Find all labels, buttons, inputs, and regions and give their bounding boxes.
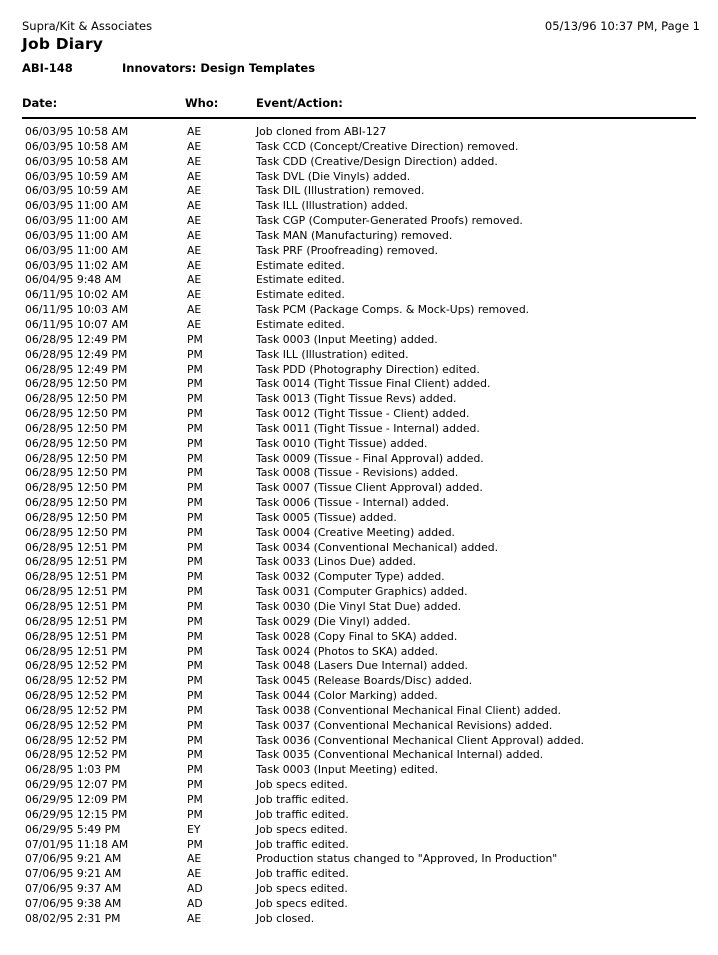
entry-who: AE (187, 288, 202, 302)
table-row (0, 615, 718, 630)
entry-date: 06/28/95 12:51 PM (25, 629, 128, 643)
entry-date: 06/04/95 9:48 AM (25, 273, 122, 287)
entry-date: 06/11/95 10:07 AM (25, 317, 129, 331)
entry-who: PM (187, 496, 203, 510)
entry-date: 06/28/95 12:49 PM (25, 362, 128, 376)
entry-event: Task MAN (Manufacturing) removed. (256, 228, 453, 242)
table-row (0, 333, 718, 348)
table-row (0, 838, 718, 853)
entry-date: 06/03/95 10:58 AM (25, 125, 129, 138)
entry-event: Task 0012 (Tight Tissue - Client) added. (256, 407, 470, 421)
table-row (0, 273, 718, 288)
entry-date: 07/06/95 9:21 AM (25, 852, 122, 866)
entry-date: 06/28/95 12:50 PM (25, 496, 128, 510)
job-description: Innovators: Design Templates (122, 61, 316, 75)
entry-event: Job traffic edited. (256, 867, 349, 881)
entry-date: 06/28/95 12:52 PM (25, 733, 128, 747)
entry-who: AD (187, 882, 203, 896)
entry-date: 06/03/95 11:00 AM (25, 243, 129, 257)
entry-date: 07/06/95 9:21 AM (25, 867, 122, 881)
table-row (0, 526, 718, 541)
entry-event: Task 0035 (Conventional Mechanical Internal) added. (256, 748, 544, 762)
table-row (0, 377, 718, 392)
entry-event: Task DVL (Die Vinyls) added. (256, 169, 411, 183)
entry-date: 06/28/95 12:49 PM (25, 347, 128, 361)
table-row (0, 244, 718, 259)
entry-who: AE (187, 303, 202, 317)
table-row (0, 452, 718, 467)
column-header-date: Date: (22, 96, 58, 110)
table-row (0, 867, 718, 882)
entry-who: AE (187, 911, 202, 925)
entry-event: Task 0003 (Input Meeting) added. (256, 332, 438, 346)
entry-who: AE (187, 317, 202, 331)
table-row (0, 555, 718, 570)
entry-date: 07/06/95 9:37 AM (25, 882, 122, 896)
entry-event: Job closed. (256, 911, 315, 925)
entry-date: 06/11/95 10:02 AM (25, 288, 129, 302)
entry-who: PM (187, 555, 203, 569)
entry-who: PM (187, 807, 203, 821)
table-row (0, 466, 718, 481)
entry-who: EY (187, 822, 201, 836)
table-row (0, 437, 718, 452)
entry-who: PM (187, 407, 203, 421)
table-row (0, 511, 718, 526)
entry-date: 06/28/95 12:51 PM (25, 540, 128, 554)
entry-event: Task 0048 (Lasers Due Internal) added. (256, 659, 468, 673)
table-row (0, 734, 718, 749)
table-row (0, 912, 718, 927)
entry-event: Task PRF (Proofreading) removed. (256, 243, 439, 257)
table-row (0, 184, 718, 199)
column-header-event: Event/Action: (256, 96, 343, 110)
entry-event: Task 0045 (Release Boards/Disc) added. (256, 674, 473, 688)
entry-event: Task 0037 (Conventional Mechanical Revisions) added. (256, 718, 553, 732)
entry-event: Task CCD (Concept/Creative Direction) removed. (256, 139, 519, 153)
entry-event: Task 0033 (Linos Due) added. (256, 555, 417, 569)
entry-event: Task DIL (Illustration) removed. (256, 184, 425, 198)
entry-date: 06/28/95 12:52 PM (25, 703, 128, 717)
entry-date: 06/28/95 12:52 PM (25, 674, 128, 688)
table-row (0, 348, 718, 363)
table-row (0, 481, 718, 496)
entry-date: 06/28/95 1:03 PM (25, 763, 121, 777)
entry-date: 08/02/95 2:31 PM (25, 911, 121, 925)
entry-date: 07/06/95 9:38 AM (25, 896, 122, 910)
entry-who: PM (187, 466, 203, 480)
entry-event: Job traffic edited. (256, 792, 349, 806)
entry-event: Job cloned from ABI-127 (256, 125, 387, 138)
entry-event: Estimate edited. (256, 258, 345, 272)
entry-who: PM (187, 421, 203, 435)
table-row (0, 229, 718, 244)
table-row (0, 288, 718, 303)
entry-who: PM (187, 674, 203, 688)
page-title: Job Diary (22, 35, 104, 53)
entry-who: PM (187, 644, 203, 658)
entry-who: PM (187, 585, 203, 599)
table-row (0, 541, 718, 556)
entry-who: PM (187, 763, 203, 777)
entry-date: 06/28/95 12:51 PM (25, 570, 128, 584)
header-rule (22, 117, 696, 119)
column-header-who: Who: (185, 96, 219, 110)
entry-date: 06/28/95 12:52 PM (25, 659, 128, 673)
entry-event: Task 0028 (Copy Final to SKA) added. (256, 629, 458, 643)
entry-event: Task 0038 (Conventional Mechanical Final Client) added. (256, 703, 562, 717)
entry-date: 06/28/95 12:50 PM (25, 510, 128, 524)
entry-date: 06/03/95 10:58 AM (25, 139, 129, 153)
entry-event: Task PDD (Photography Direction) edited. (256, 362, 480, 376)
table-row (0, 155, 718, 170)
entry-date: 06/28/95 12:50 PM (25, 392, 128, 406)
table-row (0, 897, 718, 912)
table-row (0, 422, 718, 437)
entry-who: PM (187, 837, 203, 851)
table-row (0, 496, 718, 511)
diary-entries (0, 125, 718, 927)
entry-event: Task 0006 (Tissue - Internal) added. (256, 496, 450, 510)
entry-event: Task 0034 (Conventional Mechanical) added. (256, 540, 499, 554)
entry-who: PM (187, 436, 203, 450)
entry-date: 06/29/95 5:49 PM (25, 822, 121, 836)
entry-who: PM (187, 362, 203, 376)
entry-event: Task CGP (Computer-Generated Proofs) removed. (256, 214, 523, 228)
entry-date: 06/28/95 12:50 PM (25, 481, 128, 495)
entry-who: PM (187, 659, 203, 673)
table-row (0, 259, 718, 274)
entry-date: 06/29/95 12:09 PM (25, 792, 128, 806)
entry-who: AE (187, 199, 202, 213)
entry-event: Job specs edited. (256, 896, 348, 910)
entry-date: 06/28/95 12:51 PM (25, 585, 128, 599)
entry-event: Task 0013 (Tight Tissue Revs) added. (256, 392, 457, 406)
company-name: Supra/Kit & Associates (22, 19, 153, 33)
table-row (0, 793, 718, 808)
entry-who: AE (187, 867, 202, 881)
entry-who: PM (187, 614, 203, 628)
entry-event: Task PCM (Package Comps. & Mock-Ups) removed. (256, 303, 530, 317)
table-row (0, 689, 718, 704)
entry-event: Estimate edited. (256, 317, 345, 331)
entry-who: PM (187, 332, 203, 346)
table-row (0, 748, 718, 763)
entry-date: 06/03/95 10:58 AM (25, 154, 129, 168)
entry-date: 06/03/95 10:59 AM (25, 169, 129, 183)
entry-who: AE (187, 125, 202, 138)
entry-date: 06/29/95 12:15 PM (25, 807, 128, 821)
table-row (0, 140, 718, 155)
table-row (0, 318, 718, 333)
entry-date: 06/28/95 12:51 PM (25, 600, 128, 613)
entry-event: Task ILL (Illustration) edited. (256, 347, 409, 361)
entry-who: PM (187, 377, 203, 391)
print-timestamp: 05/13/96 10:37 PM, Page 1 (544, 19, 700, 33)
table-row (0, 808, 718, 823)
table-row (0, 125, 718, 140)
entry-date: 06/28/95 12:50 PM (25, 451, 128, 465)
table-row (0, 199, 718, 214)
table-row (0, 570, 718, 585)
entry-date: 06/28/95 12:52 PM (25, 718, 128, 732)
table-row (0, 645, 718, 660)
entry-date: 06/28/95 12:52 PM (25, 689, 128, 703)
entry-date: 06/29/95 12:07 PM (25, 778, 128, 792)
entry-who: AE (187, 273, 202, 287)
entry-who: AE (187, 214, 202, 228)
entry-event: Task 0011 (Tight Tissue - Internal) added. (256, 421, 480, 435)
entry-who: PM (187, 703, 203, 717)
entry-event: Job specs edited. (256, 778, 348, 792)
table-row (0, 674, 718, 689)
entry-event: Estimate edited. (256, 273, 345, 287)
entry-who: PM (187, 629, 203, 643)
entry-who: PM (187, 481, 203, 495)
entry-event: Task 0030 (Die Vinyl Stat Due) added. (256, 600, 462, 613)
entry-who: AE (187, 852, 202, 866)
entry-who: PM (187, 689, 203, 703)
entry-date: 07/01/95 11:18 AM (25, 837, 129, 851)
job-number: ABI-148 (22, 61, 73, 75)
entry-who: PM (187, 510, 203, 524)
entry-event: Job traffic edited. (256, 807, 349, 821)
entry-date: 06/28/95 12:52 PM (25, 748, 128, 762)
entry-event: Task 0029 (Die Vinyl) added. (256, 614, 411, 628)
entry-date: 06/28/95 12:50 PM (25, 377, 128, 391)
table-row (0, 778, 718, 793)
entry-date: 06/28/95 12:51 PM (25, 555, 128, 569)
table-row (0, 170, 718, 185)
entry-date: 06/28/95 12:50 PM (25, 436, 128, 450)
table-row (0, 763, 718, 778)
entry-event: Task 0010 (Tight Tissue) added. (256, 436, 428, 450)
entry-date: 06/03/95 11:00 AM (25, 214, 129, 228)
entry-who: PM (187, 718, 203, 732)
entry-who: PM (187, 525, 203, 539)
entry-event: Task 0024 (Photos to SKA) added. (256, 644, 439, 658)
entry-date: 06/28/95 12:50 PM (25, 466, 128, 480)
table-row (0, 303, 718, 318)
entry-event: Task 0031 (Computer Graphics) added. (256, 585, 468, 599)
entry-event: Task 0004 (Creative Meeting) added. (256, 525, 455, 539)
entry-event: Task 0007 (Tissue Client Approval) added. (256, 481, 483, 495)
table-row (0, 852, 718, 867)
entry-who: PM (187, 540, 203, 554)
entry-event: Task 0044 (Color Marking) added. (256, 689, 438, 703)
entry-date: 06/28/95 12:50 PM (25, 525, 128, 539)
entry-who: PM (187, 347, 203, 361)
entry-event: Job specs edited. (256, 822, 348, 836)
entry-date: 06/11/95 10:03 AM (25, 303, 129, 317)
entry-who: AE (187, 154, 202, 168)
entry-event: Production status changed to "Approved, In Production" (256, 852, 558, 866)
entry-event: Task 0032 (Computer Type) added. (256, 570, 445, 584)
entry-who: PM (187, 570, 203, 584)
entry-date: 06/03/95 11:02 AM (25, 258, 129, 272)
entry-event: Task 0009 (Tissue - Final Approval) added. (256, 451, 484, 465)
entry-event: Task 0036 (Conventional Mechanical Client Approval) added. (256, 733, 585, 747)
table-row (0, 882, 718, 897)
entry-who: PM (187, 392, 203, 406)
table-row (0, 214, 718, 229)
entry-date: 06/28/95 12:51 PM (25, 644, 128, 658)
table-row (0, 659, 718, 674)
entry-event: Task 0014 (Tight Tissue Final Client) added. (256, 377, 491, 391)
entry-event: Task 0003 (Input Meeting) edited. (256, 763, 439, 777)
entry-who: PM (187, 600, 203, 613)
entry-date: 06/03/95 11:00 AM (25, 228, 129, 242)
entry-event: Task ILL (Illustration) added. (256, 199, 409, 213)
entry-date: 06/28/95 12:50 PM (25, 421, 128, 435)
table-row (0, 630, 718, 645)
table-row (0, 823, 718, 838)
table-row (0, 704, 718, 719)
entry-who: PM (187, 778, 203, 792)
entry-who: AE (187, 169, 202, 183)
table-row (0, 719, 718, 734)
entry-who: PM (187, 748, 203, 762)
entry-who: AD (187, 896, 203, 910)
entry-event: Job specs edited. (256, 882, 348, 896)
entry-who: PM (187, 733, 203, 747)
entry-who: AE (187, 139, 202, 153)
table-row (0, 363, 718, 378)
entry-event: Estimate edited. (256, 288, 345, 302)
entry-who: PM (187, 792, 203, 806)
entry-who: AE (187, 243, 202, 257)
entry-who: PM (187, 451, 203, 465)
entry-event: Task 0008 (Tissue - Revisions) added. (256, 466, 459, 480)
entry-date: 06/28/95 12:49 PM (25, 332, 128, 346)
entry-date: 06/28/95 12:50 PM (25, 407, 128, 421)
entry-date: 06/03/95 10:59 AM (25, 184, 129, 198)
entry-who: AE (187, 184, 202, 198)
entry-date: 06/03/95 11:00 AM (25, 199, 129, 213)
entry-date: 06/28/95 12:51 PM (25, 614, 128, 628)
table-row (0, 407, 718, 422)
entry-who: AE (187, 258, 202, 272)
entry-event: Task 0005 (Tissue) added. (256, 510, 397, 524)
table-row (0, 600, 718, 615)
entry-who: AE (187, 228, 202, 242)
entry-event: Job traffic edited. (256, 837, 349, 851)
table-row (0, 585, 718, 600)
table-row (0, 392, 718, 407)
entry-event: Task CDD (Creative/Design Direction) added. (256, 154, 498, 168)
